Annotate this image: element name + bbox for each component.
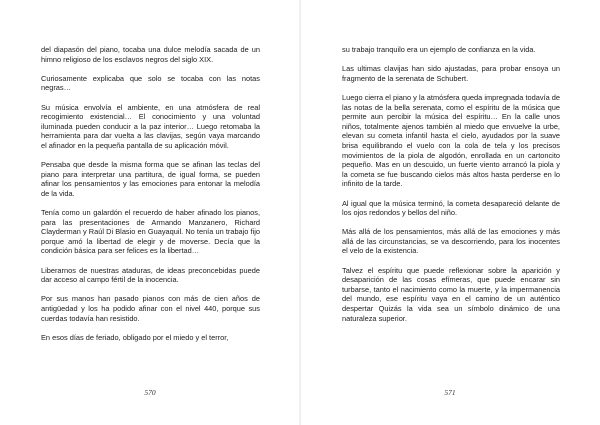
paragraph: Su música envolvía el ambiente, en una atmósfera de real recogimiento existencial… El conocimiento y una voluntad iluminada pueden conducir a la paz interior… Luego retomaba la herramienta para dar vuelta a las clavijas, según vaya marcando el afinador en la pequeña pantalla de su aplicación móvil. <box>41 102 260 150</box>
page-number: 570 <box>144 388 156 397</box>
paragraph: Al igual que la música terminó, la cometa desapareció delante de los ojos redondos y bellos del niño. <box>342 198 560 218</box>
paragraph: En esos días de feriado, obligado por el miedo y el terror, <box>41 332 229 342</box>
paragraph: Por sus manos han pasado pianos con más de cien años de antigüedad y los ha podido afinar con el nivel 440, porque sus cuerdas todavía han resistido. <box>41 294 260 323</box>
page-number: 571 <box>444 388 456 397</box>
paragraph: Curiosamente explicaba que solo se tocaba con las notas negras… <box>41 73 260 93</box>
paragraph: Pensaba que desde la misma forma que se afinan las teclas del piano para interpretar una partitura, de igual forma, se pueden afinar los pensamientos y las emociones para entonar la melodía de la vida. <box>41 160 260 198</box>
paragraph: su trabajo tranquilo era un ejemplo de confianza en la vida. <box>342 45 536 54</box>
paragraph: Talvez el espíritu que puede reflexionar sobre la aparición y desaparición de las cosas efímeras, que puede encarar sin turbarse, tanto el nacimiento como la muerte, y la impermanencia del mundo, ese espíritu vaya en el camino de un auténtico despertar Quizás la vida sea un símbolo dinámico de una naturaleza superior. <box>342 265 560 323</box>
paragraph: del diapasón del piano, tocaba una dulce melodía sacada de un himno religioso de los esclavos negros del siglo XIX. <box>41 45 260 64</box>
paragraph: Más allá de los pensamientos, más allá de las emociones y más allá de las circunstancias, se va descorriendo, para los inocentes el velo de la existencia. <box>342 227 560 256</box>
paragraph: Tenía como un galardón el recuerdo de haber afinado los pianos, para las presentaciones de Armando Manzanero, Richard Clayderman y Raúl Di Blasio en Guayaquil. No tenía un trabajo fijo porque amó la libertad de elegir y de moverse. Decía que la condición básica para ser felices es la libertad… <box>41 208 260 256</box>
left-page-text <box>41 45 260 352</box>
paragraph: Luego cierra el piano y la atmósfera queda impregnada todavía de las notas de la bella serenata, como el espíritu de la música que permite aun percibir la música del espíritu… En la calle unos niños, totalmente ajenos también al miedo que envuelve la urbe, elevan su cometa infantil hasta el cielo, ayudados por la suave brisa equilibrando el vuelo con la cola de tela y los precisos movimientos de la piola de algodón, enrollada en un cartoncito pequeño. Mas en un descuido, un fuerte viento arrancó la piola y la cometa se fue buscando cielos más altos hasta perderse en lo infinito de la tarde. <box>342 92 560 189</box>
right-page-text <box>342 45 560 333</box>
paragraph: Las ultimas clavijas han sido ajustadas, para probar ensoya un fragmento de la serenata de Schubert. <box>342 64 560 83</box>
right-page <box>300 0 600 425</box>
paragraph: Liberarnos de nuestras ataduras, de ideas preconcebidas puede dar acceso al campo fértil de la inocencia. <box>41 265 260 285</box>
